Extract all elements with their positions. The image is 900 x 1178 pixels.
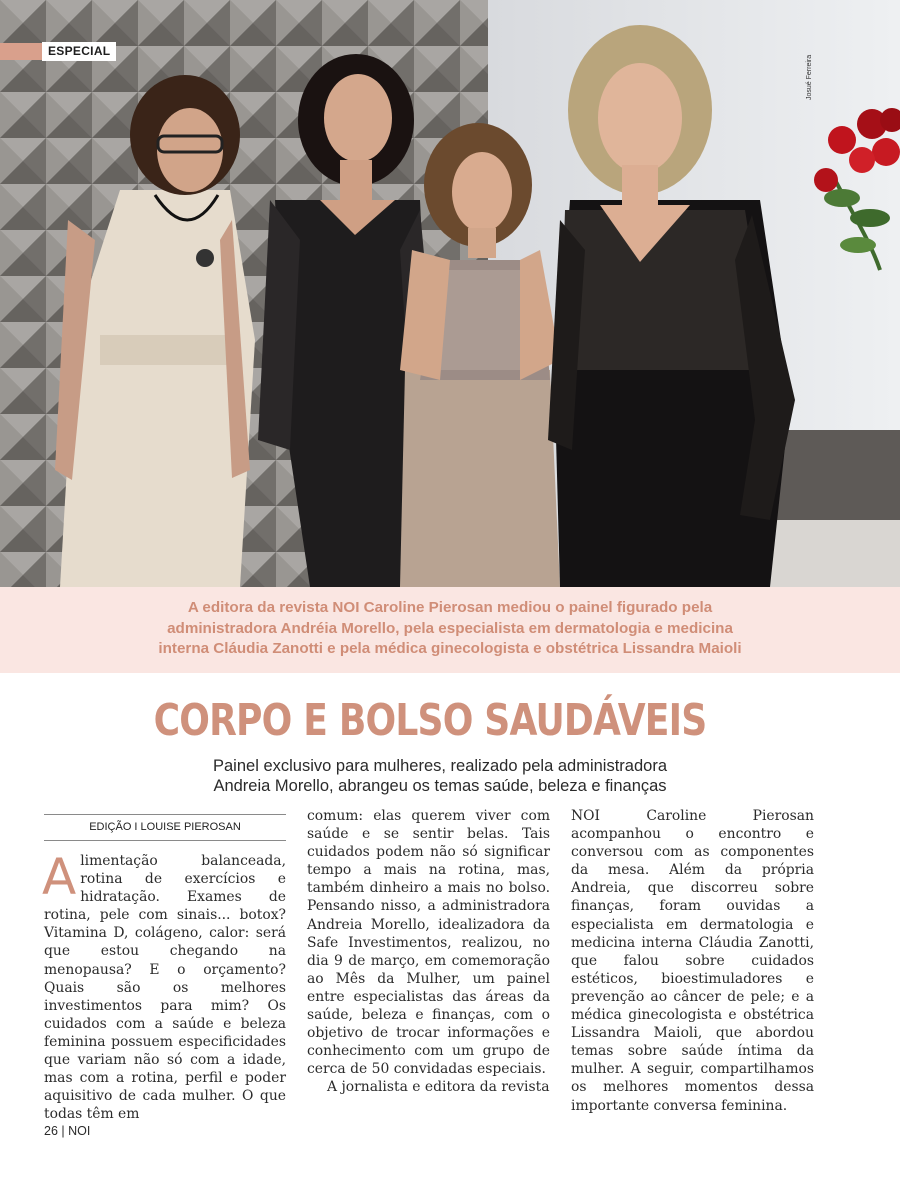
caption-line: interna Cláudia Zanotti e pela médica ginecologista e obstétrica Lissandra Maioli: [158, 640, 742, 657]
body-paragraph: comum: elas querem viver com saúde e se sentir belas. Tais cuidados podem não só significar tempo a mais na rotina, mas, também dinheiro a mais no bolso. Pensando nisso, a administradora Andreia Morello, idealizadora da Safe Investimentos, realizou, no dia 9 de março, em comemoração ao Mês da Mulher, um painel entre especialistas das áreas da saúde, beleza e finanças, com o objetivo de trocar informações e conhecimento com um grupo de cerca de 50 convidadas especiais.: [307, 808, 550, 1078]
section-accent-bar: [0, 43, 42, 60]
subtitle-line: Andreia Morello, abrangeu os temas saúde, beleza e finanças: [213, 777, 667, 795]
byline-rule-top: [44, 814, 286, 815]
group-photo-illustration: [0, 0, 900, 587]
photo-credit-text: Josué Ferreira: [806, 54, 813, 100]
body-paragraph: limentação balanceada, rotina de exercícios e hidratação. Exames de rotina, pele com sinais... botox? Vitamina D, colágeno, calor: será que estou chegando na menopausa? E o orçamento? Quais são os melhores investimentos para mim? Os cuidados com a saúde e beleza feminina possuem especificidades que variam não só com a idade, mas com a rotina, perfil e poder aquisitivo de cada mulher. O que todas têm em: [44, 853, 286, 1123]
hero-photo: [0, 0, 900, 587]
caption-line: administradora Andréia Morello, pela especialista em dermatologia e medicina: [167, 619, 733, 637]
article-title: CORPO E BOLSO SAUDÁVEIS: [153, 695, 707, 746]
body-column-1: [42, 848, 286, 1123]
section-tag: ESPECIAL: [42, 42, 116, 61]
body-column-3: [571, 807, 814, 1115]
photo-caption: [100, 598, 800, 660]
subtitle-line: Painel exclusivo para mulheres, realizado pela administradora: [213, 757, 667, 775]
body-paragraph: NOI Caroline Pierosan acompanhou o encontro e conversou com as componentes da mesa. Além da própria Andreia, que discorreu sobre finanças, foram ouvidas a especialista em dermatologia e medicina interna Cláudia Zanotti, que falou sobre cuidados estéticos, bioestimuladores e prevenção ao câncer de pele; e a médica ginecologista e obstétrica Lissandra Maioli, que abordou temas sobre saúde íntima da mulher. A seguir, compartilhamos os melhores momentos dessa importante conversa feminina.: [571, 808, 814, 1114]
body-paragraph: A jornalista e editora da revista: [327, 1079, 550, 1096]
page-folio: 26 | NOI: [44, 1124, 91, 1138]
drop-cap: A: [42, 848, 77, 906]
caption-line: A editora da revista NOI Caroline Pierosan mediou o painel figurado pela: [187, 599, 713, 616]
byline-rule-bottom: [44, 840, 286, 841]
body-column-2: [307, 807, 550, 1097]
photo-credit: [806, 40, 820, 110]
byline: EDIÇÃO I LOUISE PIEROSAN: [89, 821, 241, 833]
article-subtitle: [160, 756, 720, 796]
